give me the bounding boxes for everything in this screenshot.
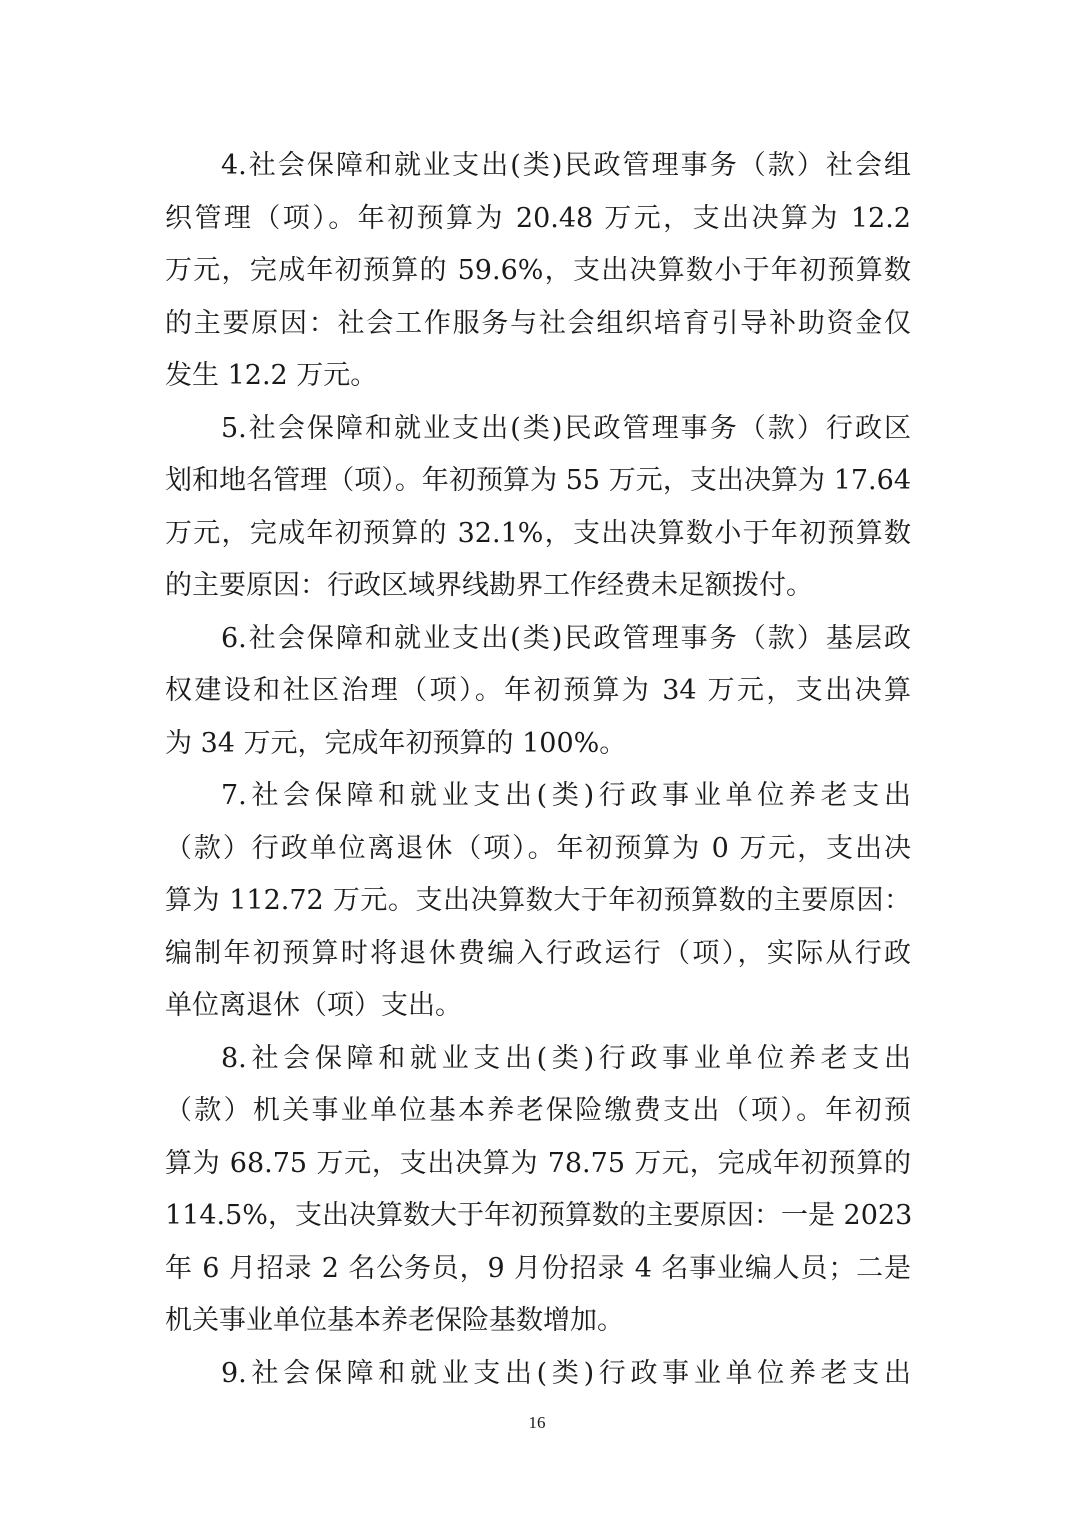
text-line: 机关事业单位基本养老保险基数增加。: [165, 1305, 624, 1336]
text-line: 年 6 月招录 2 名公务员，9 月份招录 4 名事业编人员；二是: [165, 1252, 911, 1284]
paragraph-item-7: [165, 770, 911, 1033]
text-line: 算为 68.75 万元，支出决算为 78.75 万元，完成年初预算的: [165, 1147, 911, 1179]
paragraph-item-6: [165, 613, 911, 771]
text-line: 为 34 万元，完成年初预算的 100%。: [165, 727, 627, 759]
text-line: 的主要原因：社会工作服务与社会组织培育引导补助资金仅: [165, 307, 911, 339]
text-line: 万元，完成年初预算的 59.6%，支出决算数小于年初预算数: [165, 255, 911, 286]
text-line: 权建设和社区治理（项）。年初预算为 34 万元，支出决算: [165, 675, 911, 706]
text-line: 算为 112.72 万元。支出决算数大于年初预算数的主要原因：: [165, 885, 911, 916]
text-line: 7.社会保障和就业支出(类)行政事业单位养老支出: [221, 780, 911, 811]
text-line: 9.社会保障和就业支出(类)行政事业单位养老支出: [221, 1357, 911, 1389]
text-line: 织管理（项）。年初预算为 20.48 万元，支出决算为 12.2: [165, 202, 911, 234]
text-line: 编制年初预算时将退休费编入行政运行（项），实际从行政: [165, 937, 911, 969]
text-line: 6.社会保障和就业支出(类)民政管理事务（款）基层政: [221, 622, 911, 654]
text-line: 发生 12.2 万元。: [165, 360, 378, 391]
paragraph-item-5: [165, 403, 911, 613]
text-line: 单位离退休（项）支出。: [165, 990, 462, 1021]
text-line: 万元，完成年初预算的 32.1%，支出决算数小于年初预算数: [165, 517, 911, 549]
paragraph-item-9: [165, 1348, 911, 1401]
text-line: 的主要原因：行政区域界线勘界工作经费未足额拨付。: [165, 570, 813, 601]
text-line: 114.5%，支出决算数大于年初预算数的主要原因：一是 2023: [165, 1200, 913, 1231]
text-line: （款）行政单位离退休（项）。年初预算为 0 万元，支出决: [165, 832, 911, 864]
text-line: 5.社会保障和就业支出(类)民政管理事务（款）行政区: [221, 412, 911, 444]
text-line: （款）机关事业单位基本养老保险缴费支出（项）。年初预: [165, 1095, 911, 1126]
paragraph-item-4: [165, 140, 911, 403]
text-line: 8.社会保障和就业支出(类)行政事业单位养老支出: [221, 1042, 911, 1074]
page-number: 16: [528, 1413, 546, 1432]
text-line: 4.社会保障和就业支出(类)民政管理事务（款）社会组: [221, 150, 911, 181]
text-line: 划和地名管理（项）。年初预算为 55 万元，支出决算为 17.64: [165, 465, 911, 496]
paragraph-item-8: [165, 1033, 911, 1348]
body-text: [165, 140, 911, 1400]
